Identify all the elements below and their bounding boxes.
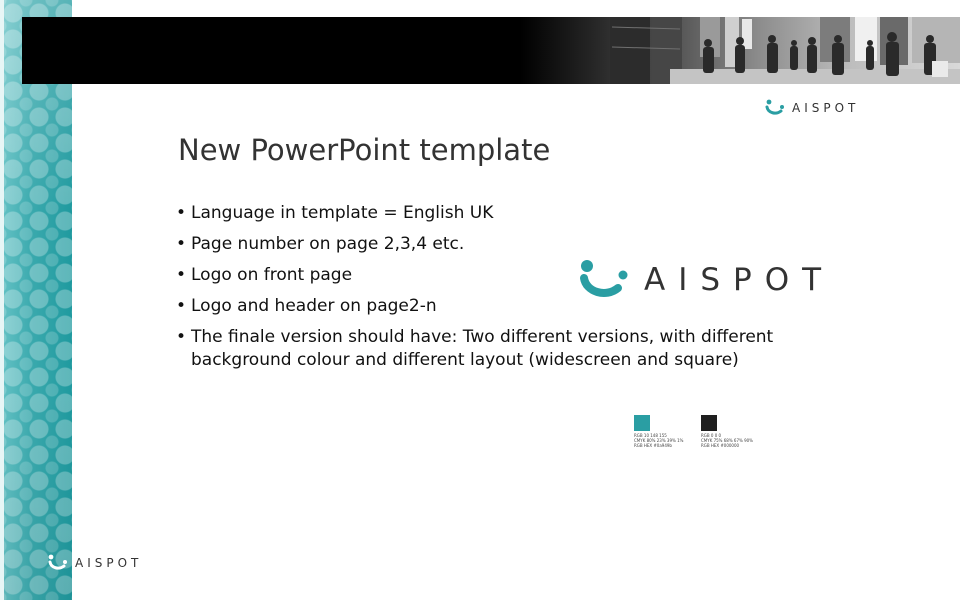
bullet-item: • Page number on page 2,3,4 etc. xyxy=(176,233,816,256)
swatch-teal-block xyxy=(634,415,650,431)
left-edge-strip xyxy=(0,0,4,600)
aispot-mark-icon xyxy=(764,99,786,117)
left-decorative-band xyxy=(0,0,72,600)
aispot-mark-icon xyxy=(47,554,69,572)
swatch-hex: RGB HEX #000000 xyxy=(701,443,740,448)
swatch-rgb: RGB 10 148 155 xyxy=(634,433,667,438)
main-logo xyxy=(578,258,834,302)
swatch-cmyk: CMYK 80% 23% 39% 1% xyxy=(634,438,684,443)
swatch-hex: RGB HEX #0a949b xyxy=(634,443,672,448)
header-street-photo xyxy=(520,17,960,84)
bullet-item: • Language in template = English UK xyxy=(176,202,816,225)
swatch-rgb: RGB 0 0 0 xyxy=(701,433,722,438)
bullet-item: • The finale version should have: Two different versions, with different background colour and different layout (widescreen and square) xyxy=(176,326,816,372)
logo-wordmark: AISPOT xyxy=(75,556,143,570)
header-logo xyxy=(764,96,859,120)
street-photo-illustration xyxy=(520,17,960,84)
logo-wordmark: AISPOT xyxy=(644,262,835,298)
footer-logo xyxy=(47,552,142,574)
aispot-mark-icon xyxy=(578,258,634,302)
logo-wordmark: AISPOT xyxy=(792,101,860,115)
swatch-cmyk: CMYK 75% 68% 67% 90% xyxy=(701,438,753,443)
header-bar xyxy=(22,17,960,84)
swatch-black-block xyxy=(701,415,717,431)
color-swatch-black xyxy=(701,415,753,448)
bullet-item: • Logo on front page xyxy=(176,264,816,287)
slide-title: New PowerPoint template xyxy=(178,133,551,167)
color-swatch-teal xyxy=(634,415,683,448)
bullet-item: • Logo and header on page2-n xyxy=(176,295,816,318)
